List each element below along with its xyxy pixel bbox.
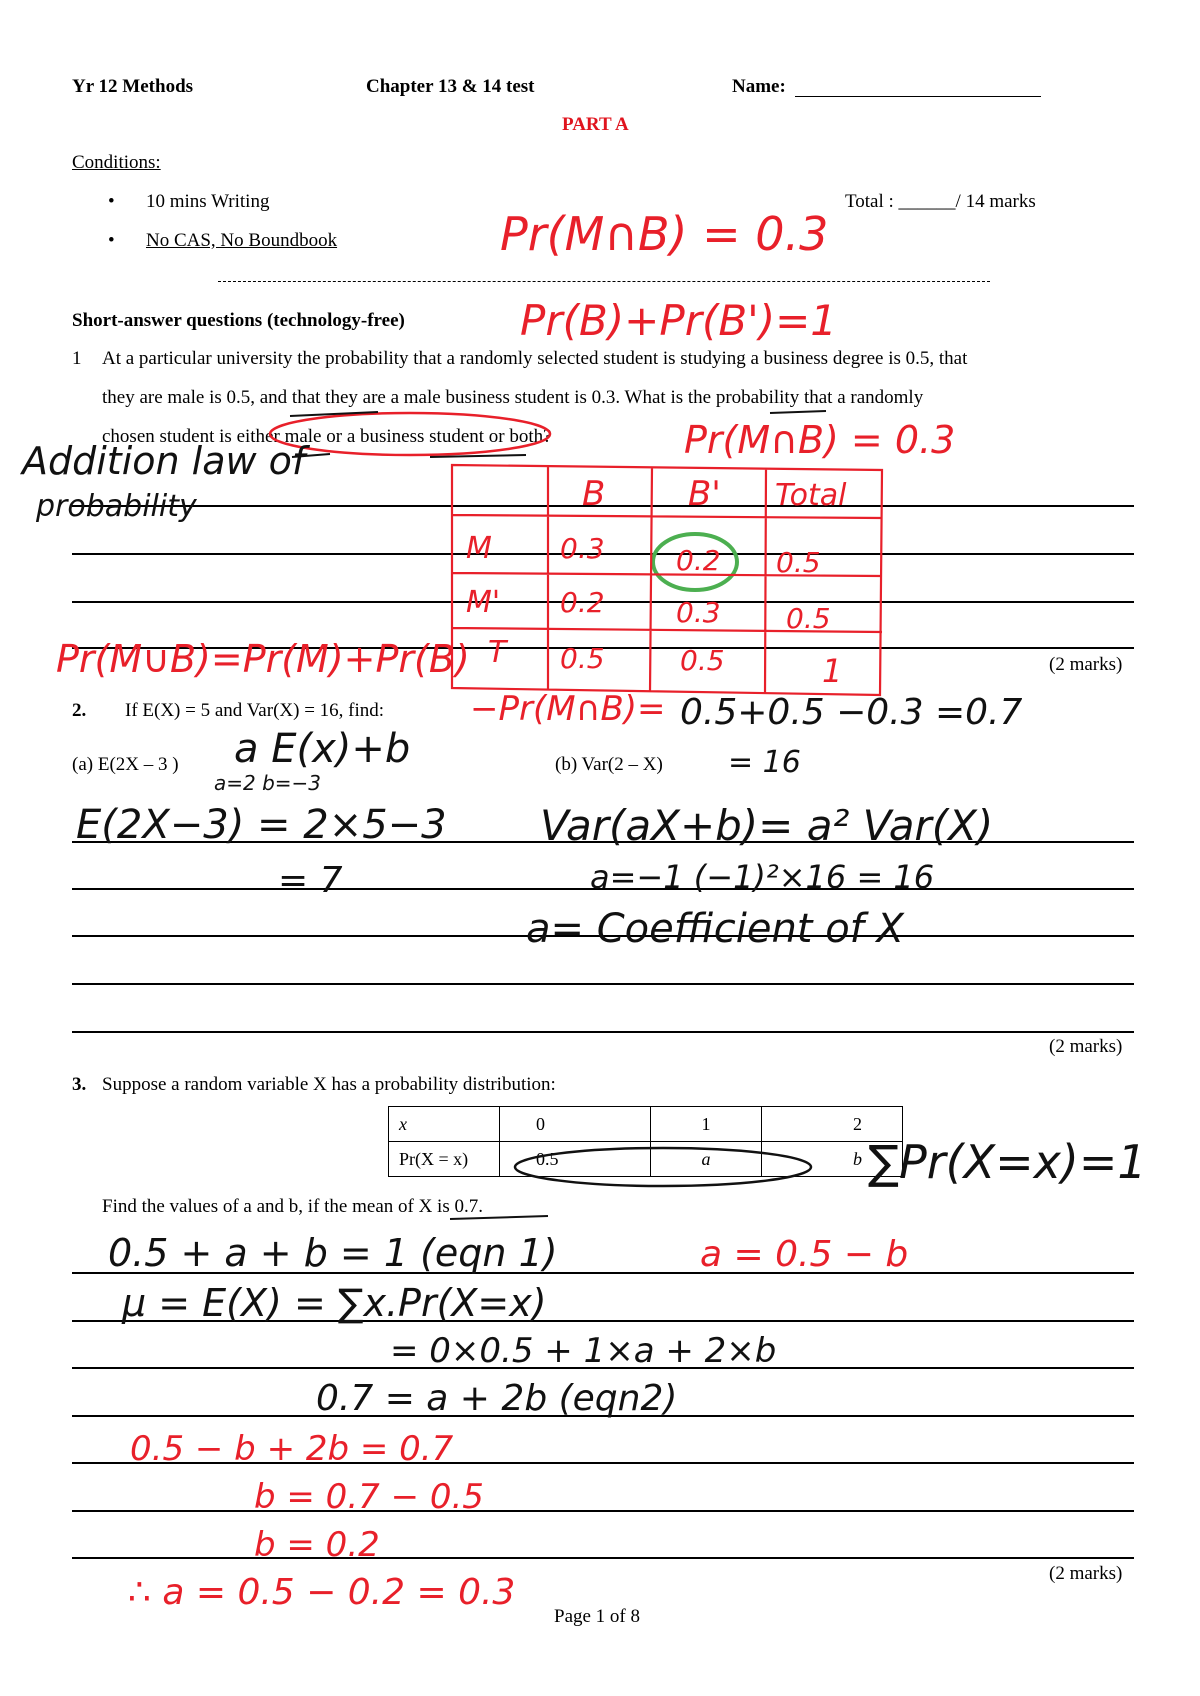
q2-part-a: (a) E(2X – 3 ) xyxy=(72,754,179,775)
q2-part-b: (b) Var(2 – X) xyxy=(555,754,663,775)
answer-line xyxy=(72,983,1134,985)
hw-margin-probability: probability xyxy=(36,489,197,524)
hw-q3-eqn2: 0.7 = a + 2b (eqn2) xyxy=(316,1378,678,1419)
hw-q2a-formula: a E(x)+b xyxy=(234,726,411,772)
page-number: Page 1 of 8 xyxy=(554,1606,641,1627)
hw-table-head-total: Total xyxy=(775,478,847,513)
q3-stem: Suppose a random variable X has a probability distribution: xyxy=(102,1074,556,1095)
answer-line xyxy=(72,601,1134,603)
answer-line xyxy=(72,647,1134,649)
hw-margin-addition-law: Addition law of xyxy=(22,439,306,483)
hw-table-row-t-bprime: 0.5 xyxy=(680,644,725,677)
bullet-icon: • xyxy=(108,191,115,212)
q3-find: Find the values of a and b, if the mean of X is 0.7. xyxy=(102,1196,483,1217)
hw-q1-intersection: Pr(M∩B) = 0.3 xyxy=(684,418,956,462)
test-title: Chapter 13 & 14 test xyxy=(366,76,535,97)
table-cell-p1: a xyxy=(651,1142,762,1177)
hw-table-head-b: B xyxy=(582,474,606,514)
circle-answer-cell xyxy=(653,534,737,590)
hw-table-row-mprime-b: 0.2 xyxy=(560,586,605,619)
q1-text-line1: At a particular university the probability that a randomly selected student is studying a business degree is 0.5, that xyxy=(102,348,968,369)
table-cell-p0: 0.5 xyxy=(500,1142,651,1177)
hw-sum-rule: ∑Pr(X=x)=1 xyxy=(868,1135,1147,1189)
hw-union-result-part1: −Pr(M∩B)= xyxy=(470,689,666,729)
hw-table-head-bprime: B' xyxy=(688,474,721,514)
hw-table-row-t-total: 1 xyxy=(822,652,843,690)
hw-table-row-mprime-bprime: 0.3 xyxy=(676,596,721,629)
hw-q2b-note: a= Coefficient of X xyxy=(526,906,904,952)
q1-text-line2: they are male is 0.5, and that they are a male business student is 0.3. What is the probability that a randomly xyxy=(102,387,924,408)
hw-q3-a-expression: a = 0.5 − b xyxy=(700,1234,909,1275)
hw-top-complement: Pr(B)+Pr(B')=1 xyxy=(520,296,838,345)
table-row xyxy=(389,1107,903,1142)
hw-q3-a-answer: ∴ a = 0.5 − 0.2 = 0.3 xyxy=(128,1572,516,1613)
hw-table-row-m-b: 0.3 xyxy=(560,532,605,565)
conditions-label: Conditions: xyxy=(72,152,161,173)
condition-writing: 10 mins Writing xyxy=(146,191,270,212)
answer-line xyxy=(72,1557,1134,1559)
handwritten-table-grid xyxy=(452,465,882,695)
answer-line xyxy=(72,505,1134,507)
answer-line xyxy=(72,1367,1134,1369)
q3-marks: (2 marks) xyxy=(1049,1563,1123,1584)
hw-q2b-working: a=−1 (−1)²×16 = 16 xyxy=(590,858,935,896)
hw-table-row-t-label: T xyxy=(488,635,507,670)
q2-number: 2. xyxy=(72,700,87,721)
condition-no-cas: No CAS, No Boundbook xyxy=(146,230,338,251)
answer-line xyxy=(72,1510,1134,1512)
section-divider xyxy=(218,281,990,282)
hw-table-row-m-label: M xyxy=(466,531,492,566)
hw-union-formula: Pr(M∪B)=Pr(M)+Pr(B) xyxy=(56,637,470,681)
answer-line xyxy=(72,1031,1134,1033)
distribution-table xyxy=(388,1106,903,1177)
bullet-icon: • xyxy=(108,230,115,251)
table-cell-x0: 0 xyxy=(500,1107,651,1142)
table-row xyxy=(389,1142,903,1177)
answer-line xyxy=(72,1272,1134,1274)
answer-line xyxy=(72,1462,1134,1464)
course-title: Yr 12 Methods xyxy=(72,76,194,97)
q1-marks: (2 marks) xyxy=(1049,654,1123,675)
answer-line xyxy=(72,841,1134,843)
hw-union-result: −Pr(M∩B)= 0.5+0.5 −0.3 =0.7 xyxy=(0,0,16,1)
table-cell-x-label: x xyxy=(389,1107,500,1142)
section-title: Short-answer questions (technology-free) xyxy=(72,310,405,331)
hw-q3-mean: μ = E(X) = ∑x.Pr(X=x) xyxy=(122,1281,547,1325)
hw-q3-substitute: = 0×0.5 + 1×a + 2×b xyxy=(390,1331,777,1371)
name-label: Name: xyxy=(732,76,786,97)
hw-table-row-m-total: 0.5 xyxy=(776,546,821,579)
total-marks: Total : ______/ 14 marks xyxy=(845,191,1036,212)
underline-marks xyxy=(290,411,826,1219)
hw-table-row-mprime-total: 0.5 xyxy=(786,602,831,635)
part-heading: PART A xyxy=(562,114,629,135)
q2-marks: (2 marks) xyxy=(1049,1036,1123,1057)
hw-q2a-substitute: E(2X−3) = 2×5−3 xyxy=(76,802,447,848)
q3-number: 3. xyxy=(72,1074,87,1095)
hw-q3-solve2: b = 0.7 − 0.5 xyxy=(254,1477,484,1517)
hw-top-intersection: Pr(M∩B) = 0.3 xyxy=(500,207,829,261)
answer-line xyxy=(72,1320,1134,1322)
q1-text-line3: chosen student is either male or a business student or both? xyxy=(102,426,552,447)
table-cell-x1: 1 xyxy=(651,1107,762,1142)
hw-table-row-m-bprime: 0.2 xyxy=(676,544,721,577)
table-cell-x2: 2 xyxy=(762,1107,903,1142)
table-cell-p-label: Pr(X = x) xyxy=(389,1142,500,1177)
answer-line xyxy=(72,553,1134,555)
hw-q2b-rule: Var(aX+b)= a² Var(X) xyxy=(540,801,994,850)
hw-table-row-t-b: 0.5 xyxy=(560,642,605,675)
q1-number: 1 xyxy=(72,348,82,369)
hw-q3-b-answer: b = 0.2 xyxy=(254,1525,380,1565)
hw-q3-solve1: 0.5 − b + 2b = 0.7 xyxy=(130,1429,454,1469)
hw-table-row-mprime-label: M' xyxy=(466,585,501,620)
hw-union-result-part2: 0.5+0.5 −0.3 =0.7 xyxy=(680,692,1023,733)
hw-q3-eqn1: 0.5 + a + b = 1 (eqn 1) xyxy=(108,1231,558,1275)
hw-q2a-coefficients: a=2 b=−3 xyxy=(214,771,322,795)
hw-q2a-answer: = 7 xyxy=(278,860,343,901)
answer-line xyxy=(72,1415,1134,1417)
answer-line xyxy=(72,888,1134,890)
answer-line xyxy=(72,935,1134,937)
name-blank-line xyxy=(795,96,1041,97)
hw-q2b-answer: = 16 xyxy=(728,745,801,780)
q2-stem: If E(X) = 5 and Var(X) = 16, find: xyxy=(125,700,385,721)
table-cell-p2: b xyxy=(762,1142,903,1177)
